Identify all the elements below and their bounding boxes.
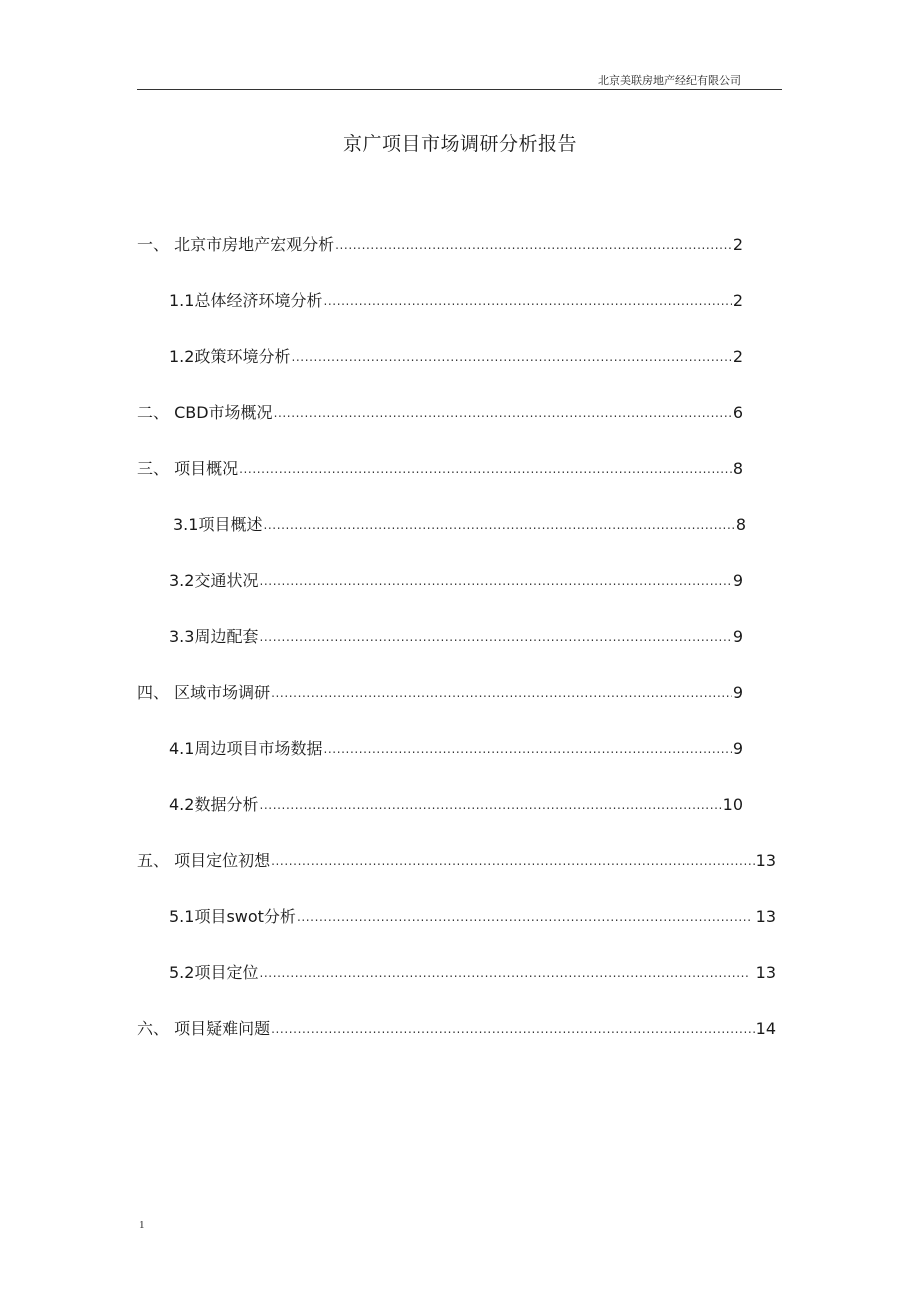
toc-entry-page: 13 <box>750 907 776 926</box>
toc-entry-page: 9 <box>732 683 743 702</box>
toc-entry-label: 五、 项目定位初想 <box>137 851 271 870</box>
toc-entry[interactable] <box>169 791 743 815</box>
toc-dot-leader <box>259 629 731 645</box>
toc-entry-label: 5.2项目定位 <box>169 963 259 982</box>
toc-entry[interactable] <box>169 287 743 311</box>
toc-entry-label: 3.2交通状况 <box>169 571 259 590</box>
toc-entry-page: 2 <box>732 291 743 310</box>
toc-entry[interactable] <box>137 847 776 871</box>
toc-entry-label: 4.2数据分析 <box>169 795 259 814</box>
toc-entry[interactable] <box>169 903 776 927</box>
toc-entry-page: 6 <box>732 403 743 422</box>
toc-entry[interactable] <box>169 959 776 983</box>
toc-entry[interactable] <box>137 455 743 479</box>
toc-entry-label: 4.1周边项目市场数据 <box>169 739 323 758</box>
toc-entry-page: 14 <box>755 1019 776 1038</box>
toc-entry[interactable] <box>169 343 743 367</box>
toc-entry-page: 9 <box>732 627 743 646</box>
header-divider <box>137 89 782 90</box>
toc-entry-label: 四、 区域市场调研 <box>137 683 271 702</box>
toc-entry[interactable] <box>169 623 743 647</box>
toc-entry-page: 9 <box>732 739 743 758</box>
toc-dot-leader <box>335 237 732 253</box>
toc-entry-label: 3.3周边配套 <box>169 627 259 646</box>
toc-entry[interactable] <box>137 399 743 423</box>
toc-dot-leader <box>323 741 731 757</box>
toc-entry-label: 1.2政策环境分析 <box>169 347 291 366</box>
toc-dot-leader <box>271 685 732 701</box>
toc-entry-label: 三、 项目概况 <box>137 459 239 478</box>
toc-dot-leader <box>274 405 732 421</box>
toc-entry-page: 8 <box>732 459 743 478</box>
toc-dot-leader <box>297 909 750 925</box>
toc-entry-page: 2 <box>732 347 743 366</box>
footer-page-number: 1 <box>139 1219 145 1231</box>
toc-entry-page: 2 <box>732 235 743 254</box>
toc-entry-label: 3.1项目概述 <box>173 515 263 534</box>
toc-entry[interactable] <box>137 1015 776 1039</box>
document-title: 京广项目市场调研分析报告 <box>342 133 577 155</box>
toc-entry[interactable] <box>137 679 743 703</box>
toc-entry[interactable] <box>169 567 743 591</box>
toc-entry[interactable] <box>137 231 743 255</box>
toc-entry-label: 一、 北京市房地产宏观分析 <box>137 235 335 254</box>
toc-entry[interactable] <box>169 735 743 759</box>
toc-dot-leader <box>259 965 749 981</box>
toc-entry-page: 9 <box>732 571 743 590</box>
toc-dot-leader <box>259 573 731 589</box>
header-company-name: 北京美联房地产经纪有限公司 <box>598 74 741 87</box>
toc-entry-label: 六、 项目疑难问题 <box>137 1019 271 1038</box>
toc-entry-page: 8 <box>735 515 746 534</box>
toc-dot-leader <box>271 1021 755 1037</box>
toc-entry-label: 1.1总体经济环境分析 <box>169 291 323 310</box>
toc-dot-leader <box>239 461 732 477</box>
toc-entry-page: 13 <box>750 963 776 982</box>
toc-entry-page: 10 <box>722 795 743 814</box>
toc-entry[interactable] <box>173 511 746 535</box>
toc-entry-label: 二、 CBD市场概况 <box>137 403 273 422</box>
toc-dot-leader <box>291 349 731 365</box>
toc-dot-leader <box>263 517 734 533</box>
toc-dot-leader <box>323 293 731 309</box>
toc-entry-label: 5.1项目swot分析 <box>169 907 296 926</box>
toc-entry-page: 13 <box>755 851 776 870</box>
toc-dot-leader <box>259 797 721 813</box>
toc-dot-leader <box>271 853 755 869</box>
